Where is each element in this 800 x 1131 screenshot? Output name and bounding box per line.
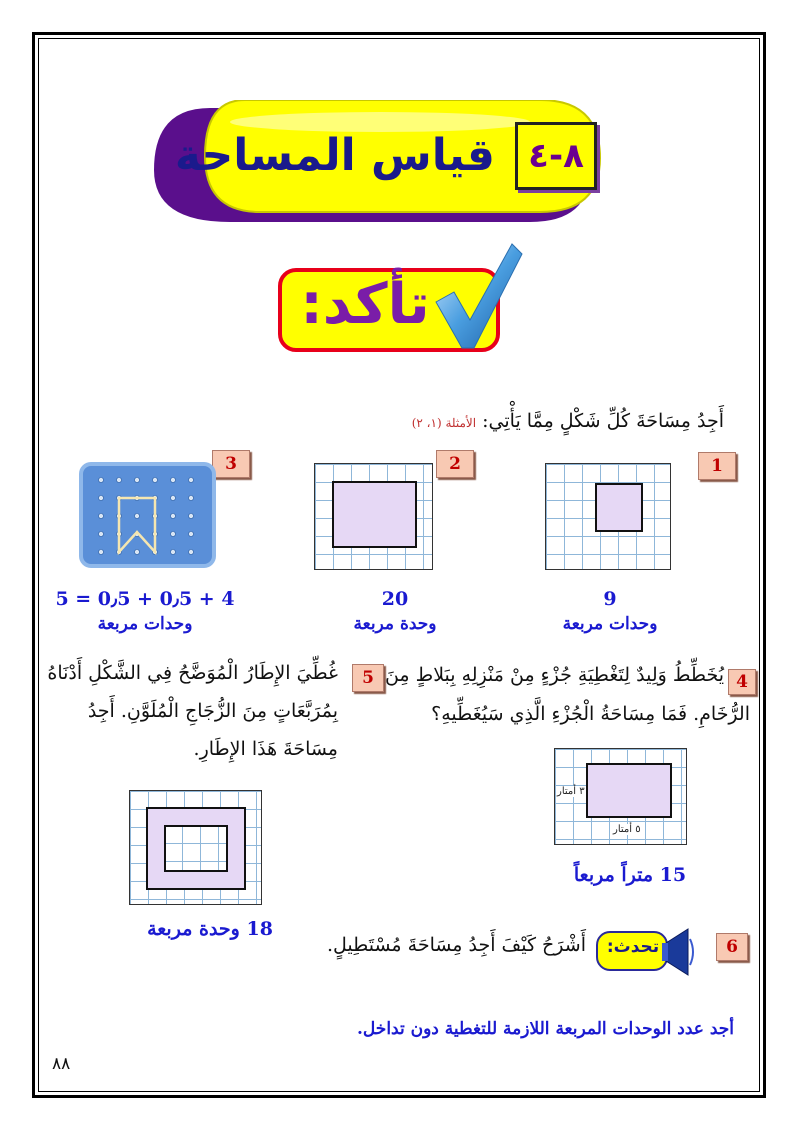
q5-line-2: بِمُرَبَّعَاتٍ مِنَ الزُّجَاجِ الْمُلَوَّنِ. أَجِدُ — [87, 700, 338, 722]
check-label: تأكد: — [300, 272, 430, 337]
q4-badge: 4 — [728, 669, 756, 695]
q4-answer: 15 متراً مربعاً — [573, 864, 687, 886]
geoboard-pegs — [83, 466, 212, 564]
talk-label: تحدث: — [606, 937, 660, 957]
q4-figure-grid — [554, 748, 687, 845]
instruction-ref: الأمثلة (١، ٢) — [411, 416, 477, 430]
instruction-text: أَجِدُ مِسَاحَةَ كُلِّ شَكْلٍ مِمَّا يَأْتِي: — [482, 410, 724, 432]
q5-badge: 5 — [352, 664, 384, 692]
bottom-note: أجد عدد الوحدات المربعة اللازمة للتغطية دون تداخل. — [357, 1019, 734, 1039]
page-number: ٨٨ — [52, 1054, 71, 1074]
figure-1-square — [595, 483, 643, 532]
q4-line-2: الرُّخَامِ. فَمَا مِسَاحَةُ الْجُزْءِ الَّذِي سَيُغَطِّيهِ؟ — [431, 703, 750, 725]
q5-line-1: غُطِّيَ الإِطَارُ الْمُوَضَّحُ فِي الشَّكْلِ أَدْنَاهُ — [47, 662, 338, 684]
q5-frame-hole — [164, 825, 228, 872]
answer-2: 20 — [381, 588, 409, 610]
instruction — [304, 410, 724, 432]
checkmark-icon — [430, 240, 525, 355]
exercise-badge-1: 1 — [698, 452, 736, 480]
answer-2-unit: وحدة مربعة — [353, 614, 437, 634]
q4-rectangle — [586, 763, 672, 818]
q5-answer: 18 وحدة مربعة — [147, 918, 273, 940]
q4-dim-height: ٣ أمتار — [557, 786, 585, 797]
figure-2-rectangle — [332, 481, 417, 548]
answer-3: 5 = 0٫5 + 0٫5 + 4 — [55, 588, 235, 610]
megaphone-icon — [662, 925, 696, 979]
q6-badge: 6 — [716, 933, 748, 961]
answer-1-unit: وحدات مربعة — [562, 614, 658, 634]
lesson-number: ٨-٤ — [515, 122, 597, 190]
q5-figure-grid — [129, 790, 262, 905]
answer-3-unit: وحدات مربعة — [97, 614, 193, 634]
talk-label-box — [596, 925, 696, 975]
q6-text: أَشْرَحُ كَيْفَ أَجِدُ مِسَاحَةَ مُسْتَطِيلٍ. — [326, 934, 586, 956]
title-banner — [150, 100, 610, 230]
figure-1-grid — [545, 463, 671, 570]
lesson-title: قياس المساحة — [174, 130, 495, 181]
exercise-badge-2: 2 — [436, 450, 474, 478]
q4-dim-width: ٥ أمتار — [613, 824, 641, 835]
answer-1: 9 — [603, 588, 617, 610]
figure-3-geoboard — [79, 462, 216, 568]
figure-2-grid — [314, 463, 433, 570]
q5-line-3: مِسَاحَةَ هَذَا الإِطَارِ. — [193, 738, 338, 760]
exercise-badge-3: 3 — [212, 450, 250, 478]
q4-line-1: يُخَطِّطُ وَلِيدٌ لِتَغْطِيَةِ جُزْءٍ مِنْ مَنْزِلِهِ بِبَلاطٍ مِنَ — [384, 664, 724, 686]
